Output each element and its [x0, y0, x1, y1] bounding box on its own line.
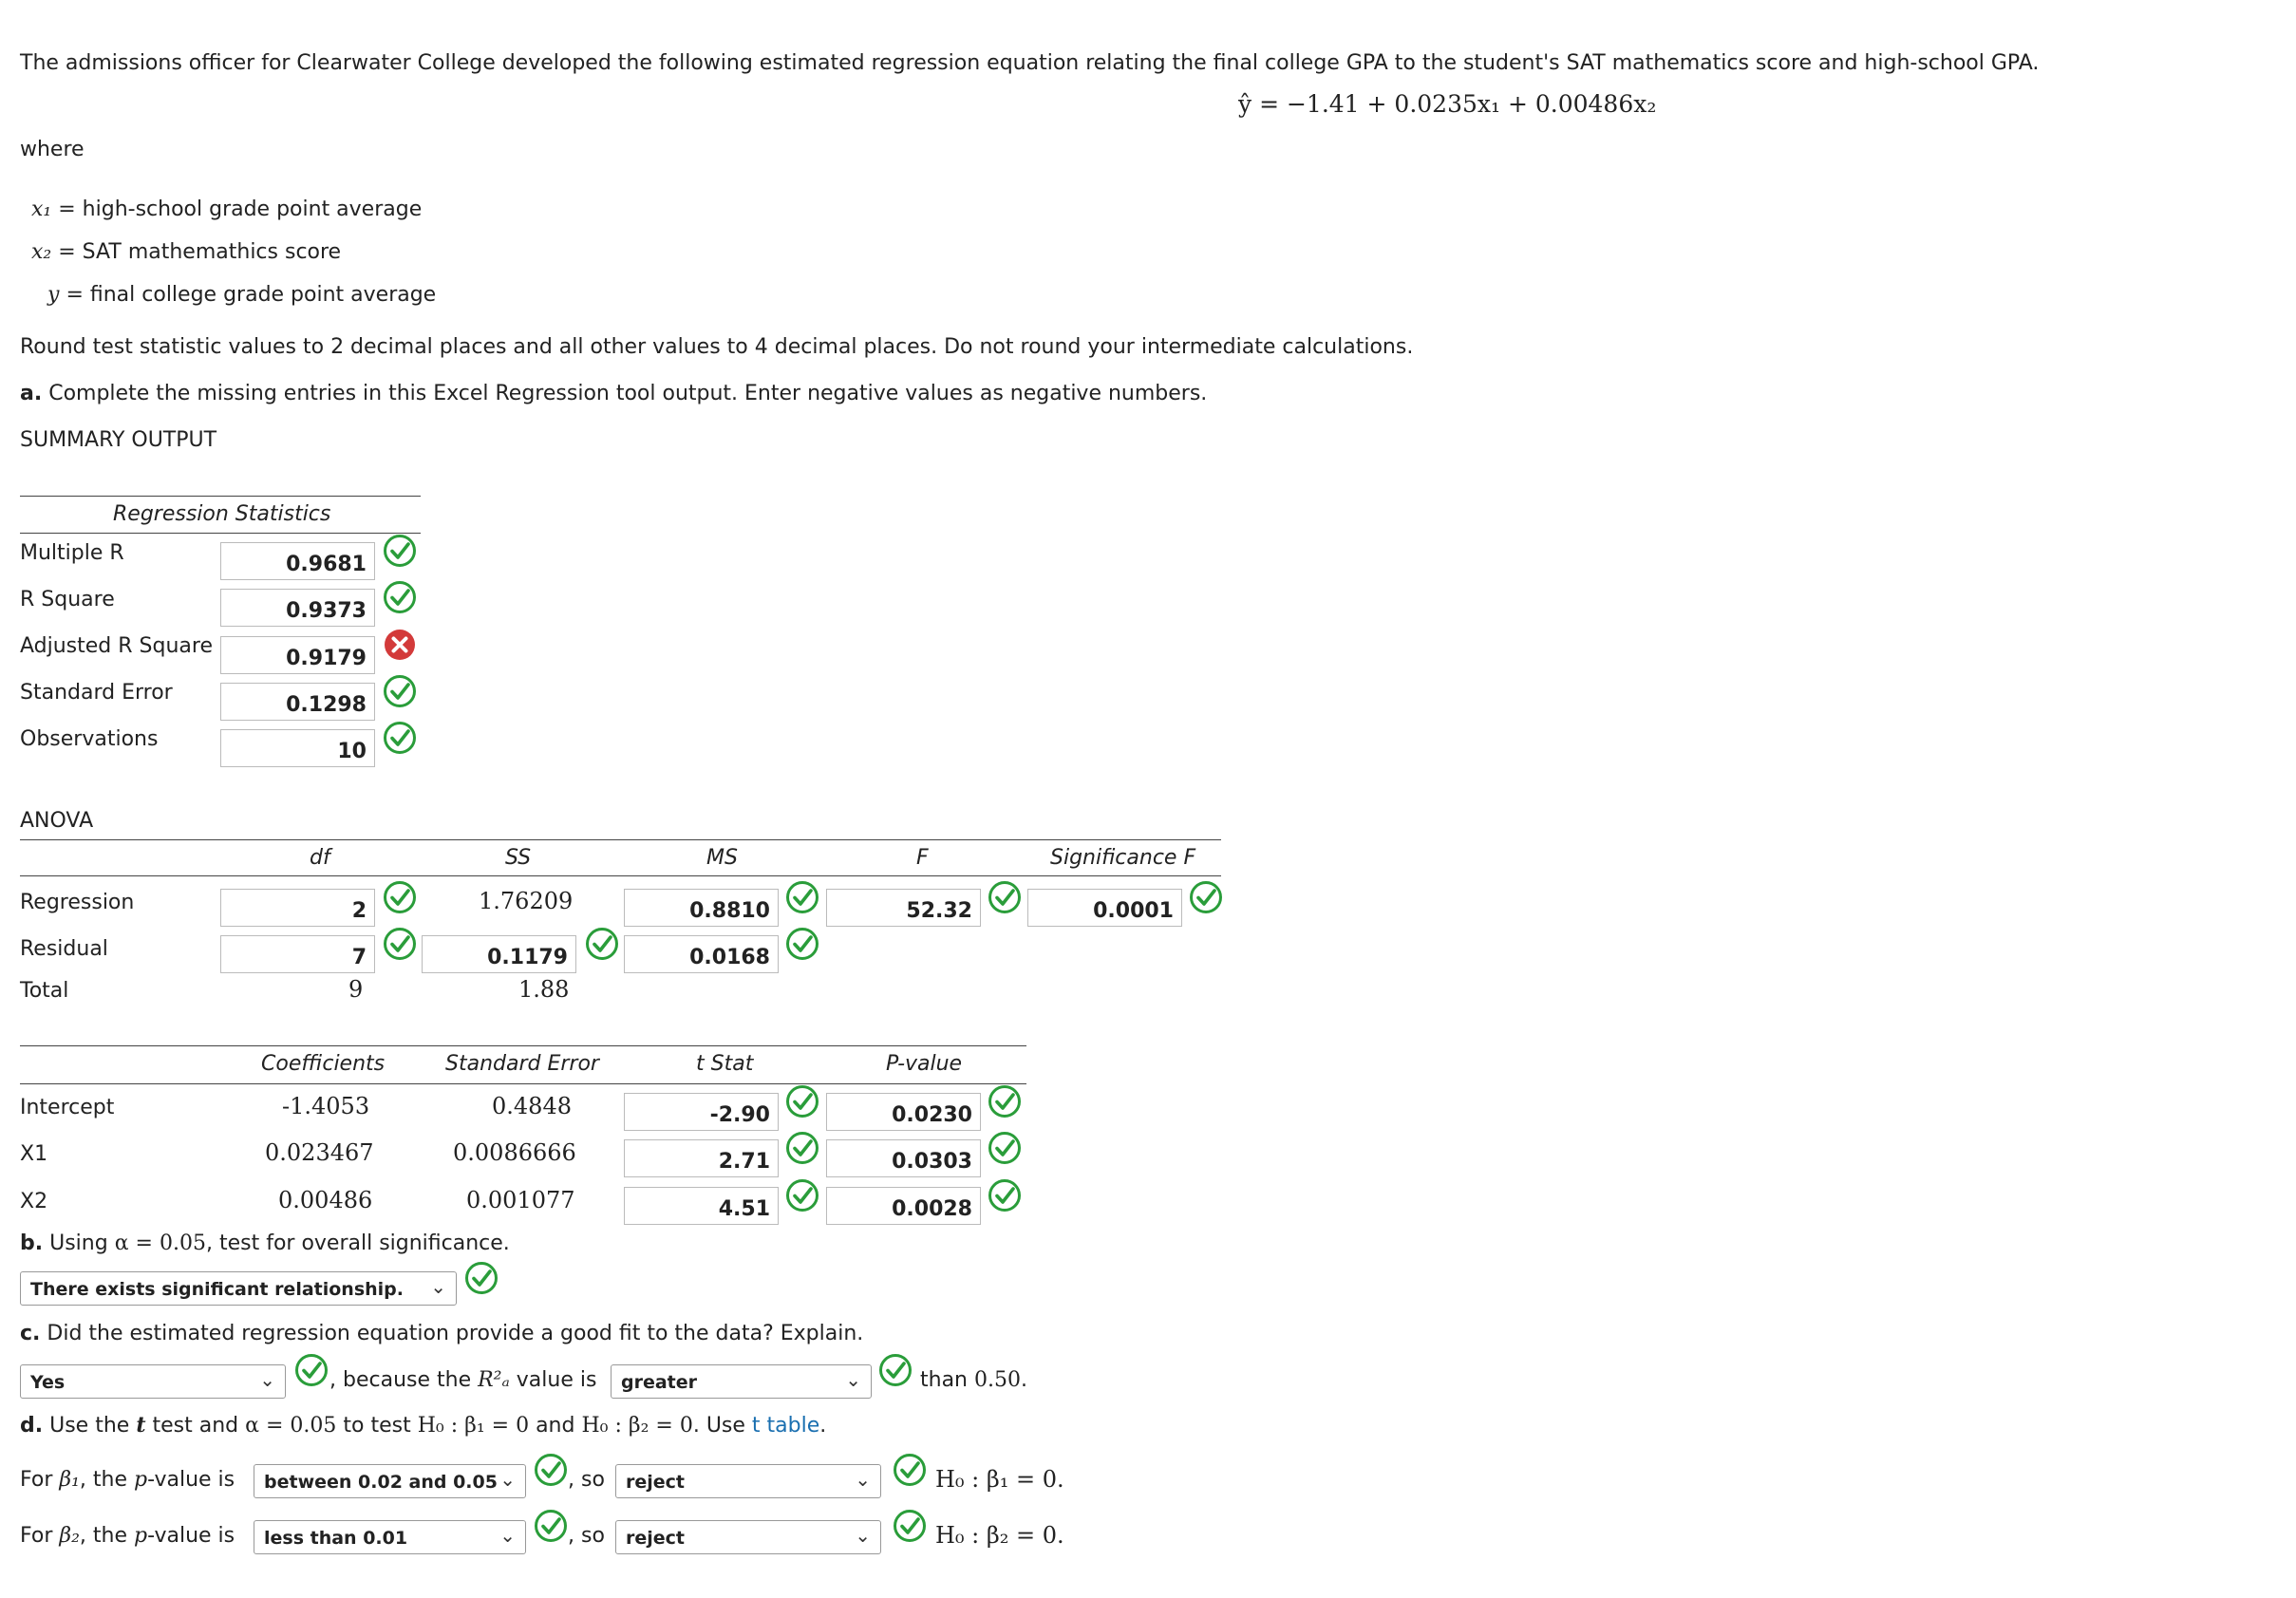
r-square-input[interactable]: 0.9373 — [220, 589, 375, 627]
chevron-down-icon: ⌄ — [499, 1468, 516, 1491]
check-circle-icon — [534, 1509, 568, 1543]
because-text: , because the R²ₐ value is — [329, 1368, 597, 1392]
definition-y: y = final college grade point average — [47, 283, 437, 307]
check-circle-icon — [464, 1261, 499, 1295]
adjusted-r-square-label: Adjusted R Square — [20, 634, 213, 658]
anova-header-significance-f: Significance F — [1050, 846, 1196, 870]
chevron-down-icon: ⌄ — [499, 1524, 516, 1547]
intercept-p-value-input[interactable]: 0.0230 — [826, 1093, 981, 1131]
t-table-link[interactable]: t table — [751, 1414, 820, 1438]
check-circle-icon — [383, 580, 417, 614]
standard-error-label: Standard Error — [20, 681, 173, 705]
coef-header-p-value: P-value — [886, 1052, 963, 1076]
residual-df-input[interactable]: 7 — [220, 935, 375, 973]
intercept-t-stat-input[interactable]: -2.90 — [624, 1093, 779, 1131]
check-circle-icon — [383, 721, 417, 755]
regression-df-input[interactable]: 2 — [220, 889, 375, 927]
check-circle-icon — [383, 880, 417, 914]
beta1-p-value-select[interactable]: between 0.02 and 0.05 ⌄ — [254, 1464, 526, 1498]
definition-x2: x₂ = SAT mathemathics score — [31, 240, 342, 264]
regression-statistics-header: Regression Statistics — [113, 502, 331, 526]
chevron-down-icon: ⌄ — [855, 1524, 871, 1547]
regression-f-input[interactable]: 52.32 — [826, 889, 981, 927]
check-circle-icon — [988, 880, 1022, 914]
check-circle-icon — [294, 1353, 329, 1387]
beta2-p-value-select[interactable]: less than 0.01 ⌄ — [254, 1520, 526, 1554]
residual-ss-input[interactable]: 0.1179 — [422, 935, 576, 973]
x1-standard-error: 0.0086666 — [453, 1139, 576, 1166]
coef-header-coefficients: Coefficients — [261, 1052, 386, 1076]
overall-significance-select[interactable]: There exists significant relationship. ⌄ — [20, 1271, 457, 1306]
table-rule — [20, 1083, 1026, 1084]
beta1-hypothesis: H₀ : β₁ = 0. — [935, 1466, 1064, 1493]
table-rule — [20, 533, 421, 534]
regression-equation: ŷ = −1.41 + 0.0235x₁ + 0.00486x₂ — [1238, 90, 1657, 118]
x2-standard-error: 0.001077 — [466, 1187, 575, 1213]
beta1-decision-select[interactable]: reject ⌄ — [615, 1464, 881, 1498]
regression-ms-input[interactable]: 0.8810 — [624, 889, 779, 927]
check-circle-icon — [785, 927, 819, 961]
multiple-r-label: Multiple R — [20, 541, 124, 565]
x1-t-stat-input[interactable]: 2.71 — [624, 1139, 779, 1177]
x2-label: X2 — [20, 1190, 48, 1213]
intro-text: The admissions officer for Clearwater College developed the following estimated regression equation relating the final college GPA to the student's SAT mathematics score and high-school GPA. — [20, 51, 2040, 75]
regression-ss-value: 1.76209 — [479, 888, 574, 914]
coef-header-standard-error: Standard Error — [445, 1052, 599, 1076]
part-d-prompt: d. Use the t test and α = 0.05 to test H₀ : β₁ = 0 and H₀ : β₂ = 0. Use t table. — [20, 1413, 827, 1438]
rounding-note: Round test statistic values to 2 decimal places and all other values to 4 decimal places. Do not round your intermediate calculations. — [20, 335, 1414, 359]
part-b-prompt: b. Using α = 0.05, test for overall significance. — [20, 1231, 510, 1255]
beta1-prompt: For β₁, the p-value is — [20, 1468, 235, 1492]
observations-input[interactable]: 10 — [220, 729, 375, 767]
anova-total-label: Total — [20, 979, 69, 1003]
where-label: where — [20, 138, 85, 161]
anova-header-ss: SS — [505, 846, 532, 870]
multiple-r-input[interactable]: 0.9681 — [220, 542, 375, 580]
check-circle-icon — [988, 1084, 1022, 1119]
good-fit-select[interactable]: Yes ⌄ — [20, 1364, 286, 1399]
intercept-coefficient: -1.4053 — [282, 1093, 370, 1119]
than-text: than 0.50. — [920, 1368, 1027, 1392]
greater-less-select[interactable]: greater ⌄ — [611, 1364, 872, 1399]
table-rule — [20, 496, 421, 497]
check-circle-icon — [893, 1453, 927, 1487]
total-ss-value: 1.88 — [518, 976, 570, 1003]
check-circle-icon — [1189, 880, 1223, 914]
so-text: , so — [568, 1468, 605, 1492]
table-rule — [20, 839, 1221, 840]
r-square-label: R Square — [20, 588, 115, 611]
anova-header-df: df — [310, 846, 330, 870]
chevron-down-icon: ⌄ — [430, 1275, 446, 1298]
anova-header-f: F — [916, 846, 929, 870]
check-circle-icon — [534, 1453, 568, 1487]
check-circle-icon — [383, 927, 417, 961]
x1-label: X1 — [20, 1142, 48, 1166]
adjusted-r-square-input[interactable]: 0.9179 — [220, 636, 375, 674]
check-circle-icon — [988, 1178, 1022, 1213]
check-circle-icon — [785, 880, 819, 914]
check-circle-icon — [785, 1131, 819, 1165]
x2-t-stat-input[interactable]: 4.51 — [624, 1187, 779, 1225]
check-circle-icon — [785, 1084, 819, 1119]
residual-ms-input[interactable]: 0.0168 — [624, 935, 779, 973]
check-circle-icon — [988, 1131, 1022, 1165]
check-circle-icon — [383, 674, 417, 708]
check-circle-icon — [785, 1178, 819, 1213]
anova-header-ms: MS — [706, 846, 738, 870]
x1-coefficient: 0.023467 — [265, 1139, 374, 1166]
significance-f-input[interactable]: 0.0001 — [1027, 889, 1182, 927]
beta2-decision-select[interactable]: reject ⌄ — [615, 1520, 881, 1554]
standard-error-input[interactable]: 0.1298 — [220, 683, 375, 721]
x-circle-icon — [383, 628, 417, 662]
intercept-label: Intercept — [20, 1096, 115, 1119]
part-a-prompt: a. Complete the missing entries in this Excel Regression tool output. Enter negative values as negative numbers. — [20, 382, 1208, 405]
check-circle-icon — [585, 927, 619, 961]
total-df-value: 9 — [348, 976, 364, 1003]
so-text: , so — [568, 1524, 605, 1548]
beta2-prompt: For β₂, the p-value is — [20, 1524, 235, 1548]
chevron-down-icon: ⌄ — [855, 1468, 871, 1491]
anova-residual-label: Residual — [20, 937, 108, 961]
anova-regression-label: Regression — [20, 891, 135, 914]
observations-label: Observations — [20, 727, 159, 751]
check-circle-icon — [893, 1509, 927, 1543]
x1-p-value-input[interactable]: 0.0303 — [826, 1139, 981, 1177]
part-c-prompt: c. Did the estimated regression equation provide a good fit to the data? Explain. — [20, 1322, 864, 1345]
check-circle-icon — [878, 1353, 913, 1387]
anova-title: ANOVA — [20, 809, 94, 833]
summary-output-title: SUMMARY OUTPUT — [20, 428, 217, 452]
chevron-down-icon: ⌄ — [845, 1368, 861, 1391]
chevron-down-icon: ⌄ — [259, 1368, 275, 1391]
x2-p-value-input[interactable]: 0.0028 — [826, 1187, 981, 1225]
table-rule — [20, 875, 1221, 876]
beta2-hypothesis: H₀ : β₂ = 0. — [935, 1522, 1064, 1549]
coef-header-t-stat: t Stat — [696, 1052, 754, 1076]
x2-coefficient: 0.00486 — [278, 1187, 373, 1213]
definition-x1: x₁ = high-school grade point average — [31, 197, 423, 221]
intercept-standard-error: 0.4848 — [492, 1093, 572, 1119]
check-circle-icon — [383, 534, 417, 568]
table-rule — [20, 1045, 1026, 1046]
